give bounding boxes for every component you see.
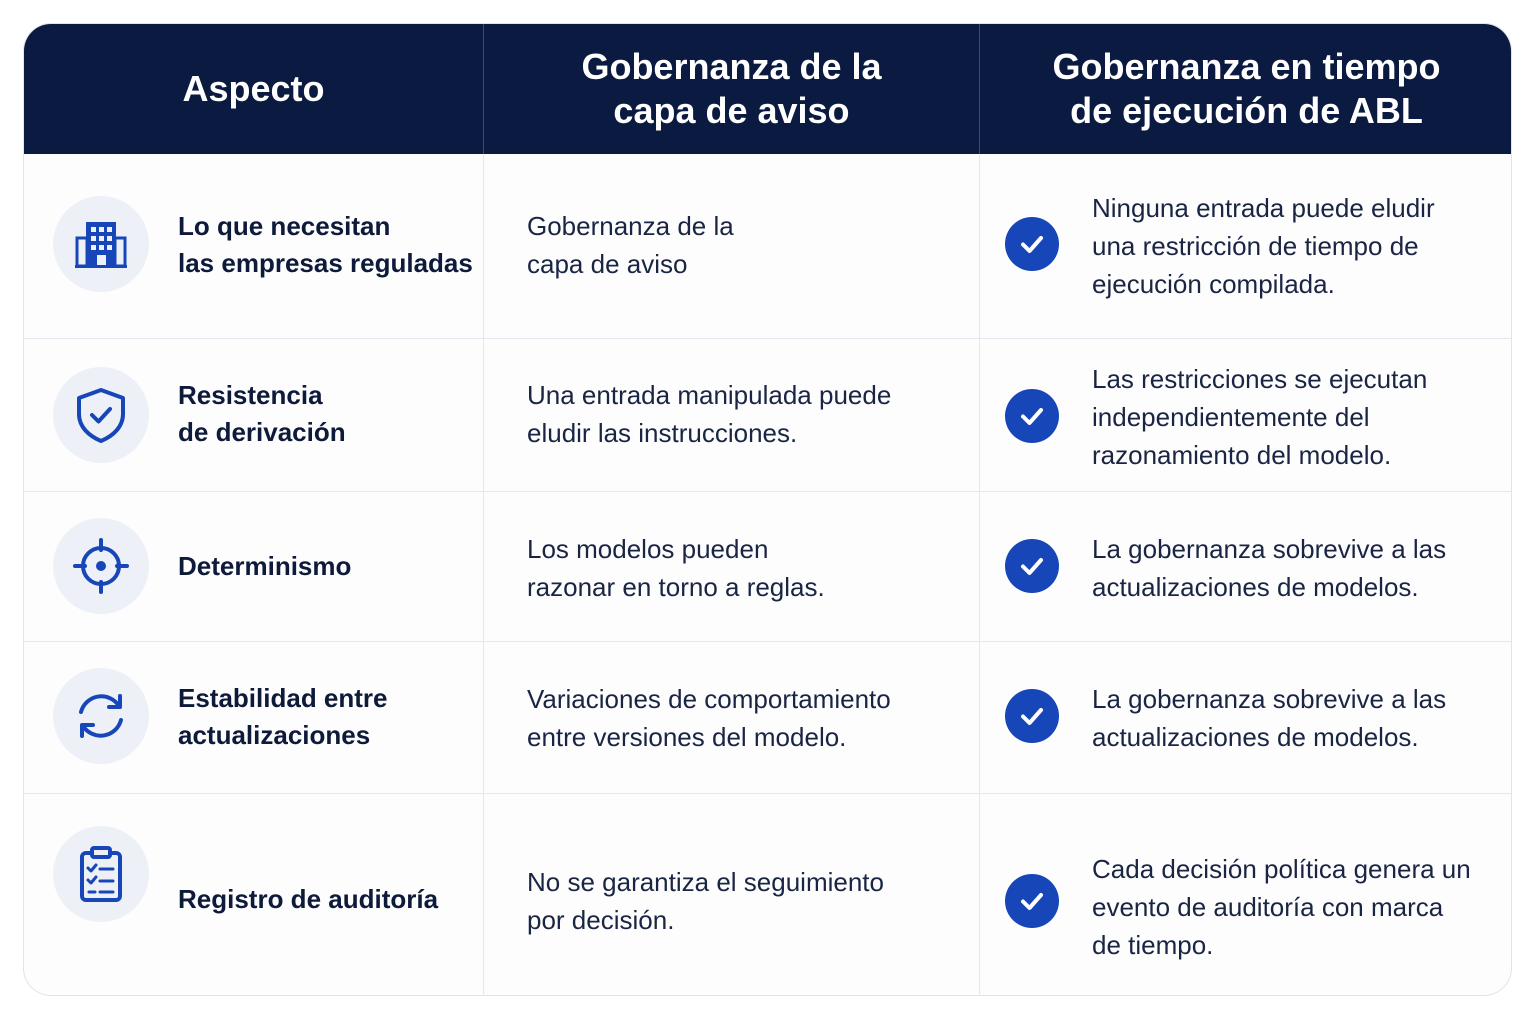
table-row (24, 154, 1511, 338)
table-row (24, 641, 1511, 793)
check-icon (1005, 689, 1059, 743)
check-icon (1005, 874, 1059, 928)
crosshair-icon (53, 518, 149, 614)
building-icon (53, 196, 149, 292)
prompt-layer-text: Gobernanza de la capa de aviso (527, 211, 734, 279)
table-row (24, 338, 1511, 491)
runtime-text: Cada decisión política genera un evento de auditoría con marca de tiempo. (1092, 854, 1471, 960)
prompt-layer-text: Variaciones de comportamiento entre versiones del modelo. (527, 684, 891, 752)
comparison-table (23, 23, 1512, 996)
clipboard-checklist-icon (53, 826, 149, 922)
aspect-label: Lo que necesitan las empresas reguladas (178, 211, 473, 278)
table-header (24, 24, 1511, 154)
runtime-text: Las restricciones se ejecutan independientemente del razonamiento del modelo. (1092, 364, 1428, 470)
check-icon (1005, 217, 1059, 271)
header-aspect: Aspecto (182, 68, 325, 109)
aspect-label: Registro de auditoría (178, 884, 439, 914)
table-row (24, 793, 1511, 996)
aspect-label: Estabilidad entre actualizaciones (178, 683, 388, 750)
check-icon (1005, 539, 1059, 593)
runtime-text: La gobernanza sobrevive a las actualizaciones de modelos. (1092, 534, 1447, 602)
shield-check-icon (53, 367, 149, 463)
prompt-layer-text: No se garantiza el seguimiento por decisión. (527, 867, 884, 935)
check-icon (1005, 389, 1059, 443)
refresh-icon (53, 668, 149, 764)
prompt-layer-text: Una entrada manipulada puede eludir las instrucciones. (527, 380, 892, 448)
header-runtime: Gobernanza en tiempo de ejecución de ABL (1052, 46, 1441, 131)
prompt-layer-text: Los modelos pueden razonar en torno a reglas. (527, 534, 825, 602)
aspect-label: Determinismo (178, 551, 352, 581)
runtime-text: Ninguna entrada puede eludir una restricción de tiempo de ejecución compilada. (1092, 193, 1435, 299)
aspect-label: Resistencia de derivación (178, 380, 346, 447)
table-row (24, 491, 1511, 641)
runtime-text: La gobernanza sobrevive a las actualizaciones de modelos. (1092, 684, 1447, 752)
header-prompt-layer: Gobernanza de la capa de aviso (581, 46, 882, 131)
